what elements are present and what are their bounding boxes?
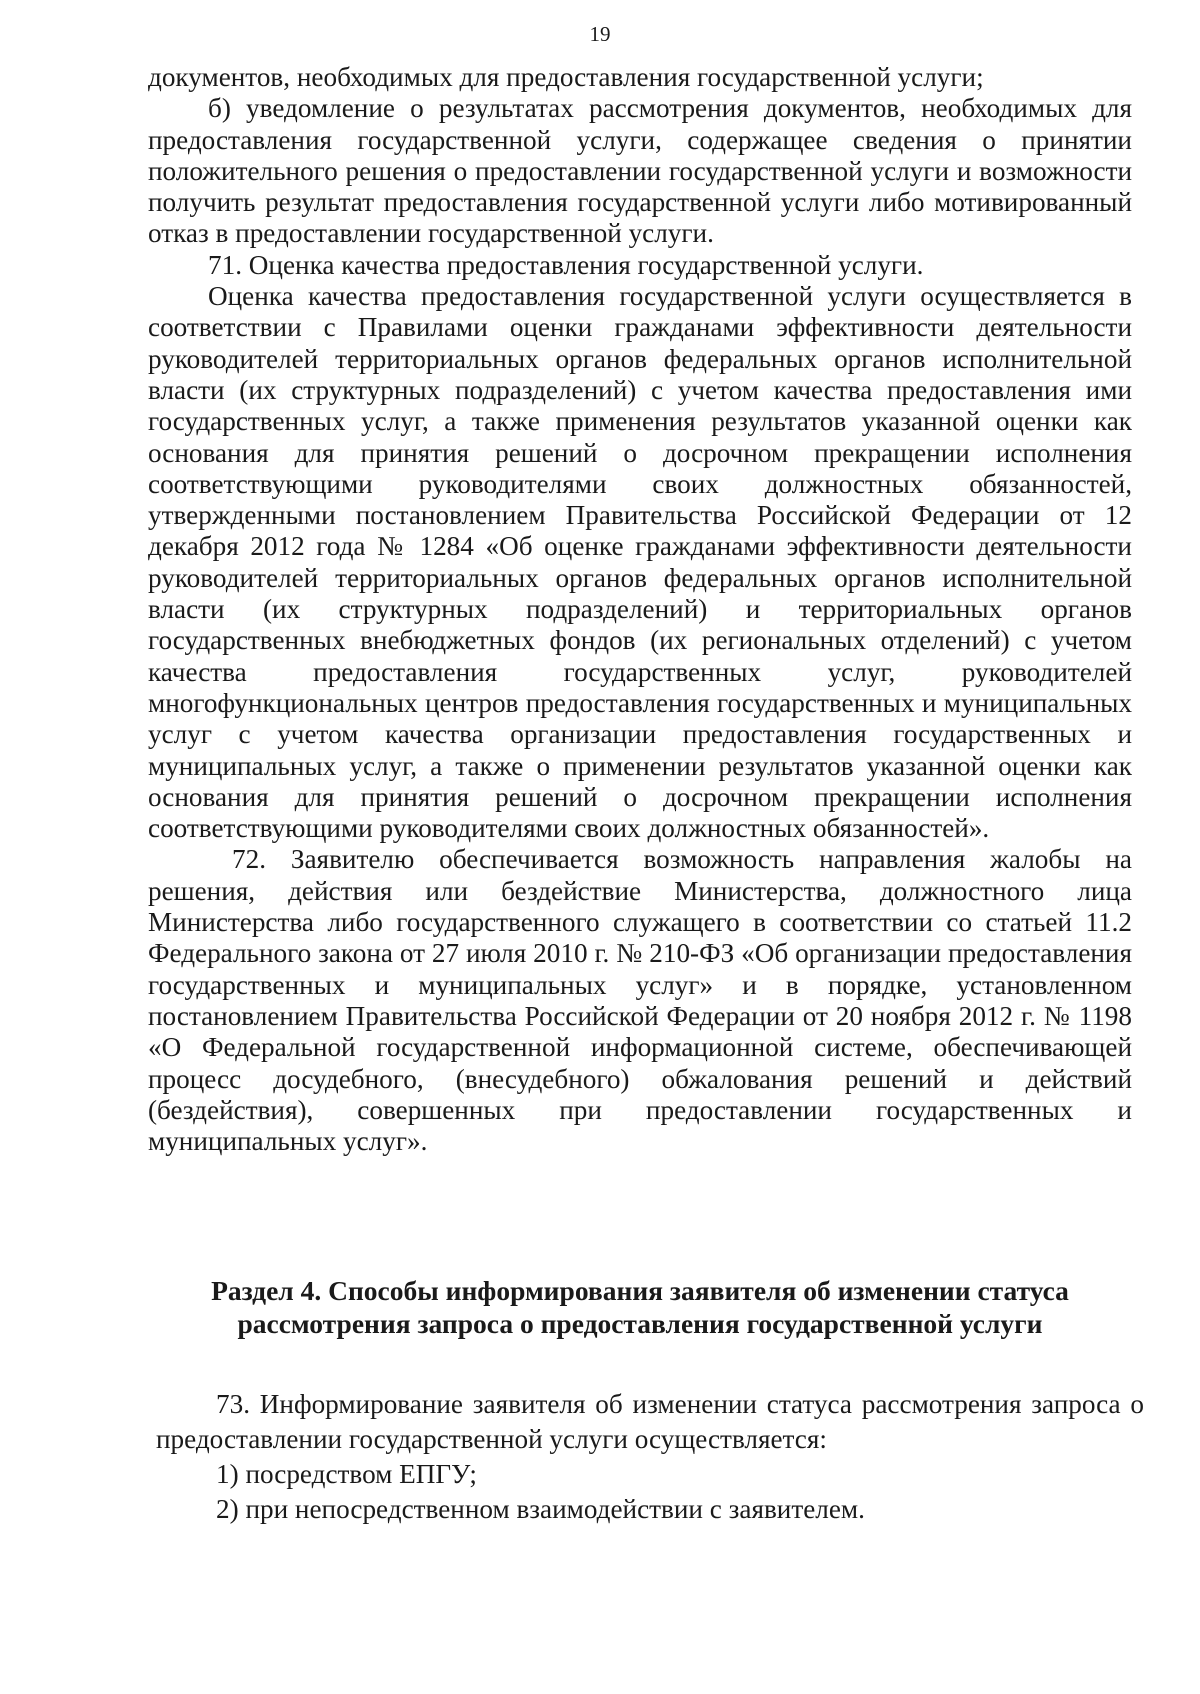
paragraph-71-title: 71. Оценка качества предоставления государственной услуги. (208, 249, 924, 280)
section-4-heading (160, 1274, 1120, 1340)
paragraph-72-complaint: 72. Заявителю обеспечивается возможность направления жалобы на решения, действия или бездействие Министерства, должностного лица Министерства либо государственного служащего в соответствии со статьей 11.2 Федерального закона от 27 июля 2010 г. № 210-ФЗ «Об организации предоставления государственных и муниципальных услуг» и в порядке, установленном постановлением Правительства Российской Федерации от 20 ноября 2012 г. № 1198 «О Федеральной государственной информационной системе, обеспечивающей процесс досудебного, (внесудебного) обжалования решений и действий (бездействия), совершенных при предоставлении государственных и муниципальных услуг». (148, 844, 1132, 1157)
paragraph-73-informing: 73. Информирование заявителя об изменении статуса рассмотрения запроса о предоставлении государственной услуги осуществляется: (156, 1389, 1144, 1454)
section-4-body (156, 1387, 1144, 1527)
body-text (148, 62, 1132, 1157)
paragraph-continuation: документов, необходимых для предоставления государственной услуги; (148, 62, 984, 92)
section-heading-line-2: рассмотрения запроса о предоставления государственной услуги (237, 1308, 1043, 1339)
list-item-1: 1) посредством ЕПГУ; (216, 1459, 477, 1489)
paragraph-71-quality-assessment: Оценка качества предоставления государственной услуги осуществляется в соответствии с Правилами оценки гражданами эффективности деятельности руководителей территориальных органов федеральных органов исполнительной власти (их структурных подразделений) с учетом качества предоставления ими государственных услуг, а также применения результатов указанной оценки как основания для принятия решений о досрочном прекращении исполнения соответствующими руководителями своих должностных обязанностей, утвержденными постановлением Правительства Российской Федерации от 12 декабря 2012 года № 1284 «Об оценке гражданами эффективности деятельности руководителей территориальных органов федеральных органов исполнительной власти (их структурных подразделений) и территориальных органов государственных внебюджетных фондов (их региональных отделений) с учетом качества предоставления государственных услуг, руководителей многофункциональных центров предоставления государственных и муниципальных услуг с учетом качества организации предоставления государственных и муниципальных услуг, а также о применении результатов указанной оценки как основания для принятия решений о досрочном прекращении исполнения соответствующими руководителями своих должностных обязанностей». (148, 281, 1132, 844)
page-number: 19 (589, 22, 611, 46)
section-heading-line-1: Раздел 4. Способы информирования заявителя об изменении статуса (211, 1275, 1069, 1306)
paragraph-b-notification: б) уведомление о результатах рассмотрения документов, необходимых для предоставления государственной услуги, содержащее сведения о принятии положительного решения о предоставлении государственной услуги и возможности получить результат предоставления государственной услуги либо мотивированный отказ в предоставлении государственной услуги. (148, 93, 1132, 249)
list-item-2: 2) при непосредственном взаимодействии с заявителем. (216, 1494, 865, 1524)
